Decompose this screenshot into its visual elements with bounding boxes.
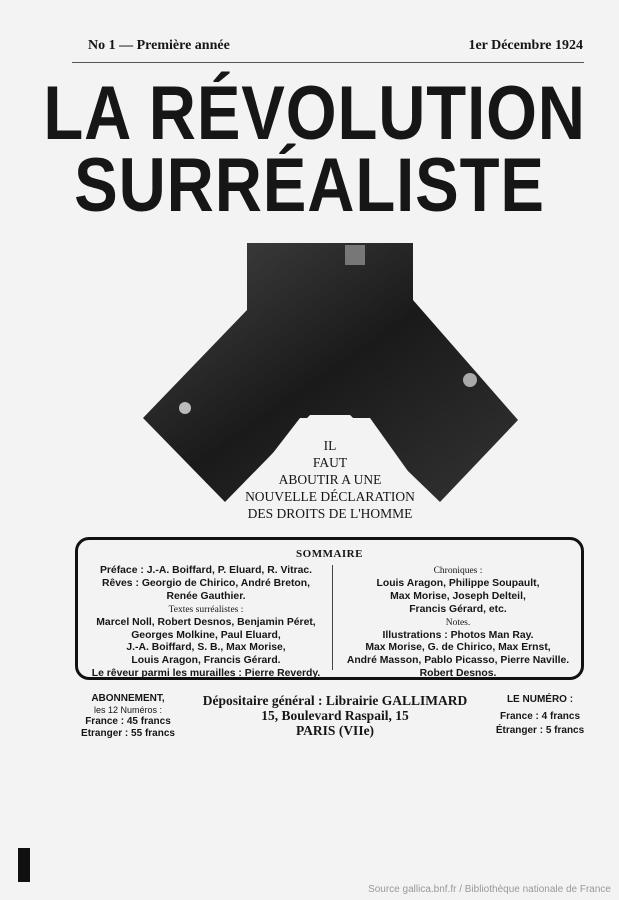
- sommaire-entry: Le rêveur parmi les murailles : Pierre Reverdy.: [91, 668, 321, 680]
- motto-line: FAUT: [312, 455, 348, 470]
- distributor-info: [190, 693, 480, 738]
- motto-line: NOUVELLE DÉCLARATION: [245, 489, 415, 504]
- footer-line: PARIS (VIIe): [295, 723, 375, 738]
- footer-line: les 12 Numéros :: [93, 704, 163, 715]
- footer-line: France : 45 francs: [85, 716, 171, 727]
- motto-line: ABOUTIR A UNE: [278, 472, 382, 487]
- column-divider: [332, 565, 333, 670]
- footer-line: France : 4 francs: [499, 711, 581, 722]
- source-credit: Source gallica.bnf.fr / Bibliothèque nationale de France: [368, 884, 611, 895]
- motto-line: IL: [323, 438, 337, 453]
- sommaire-entry: Louis Aragon, Francis Gérard.: [131, 655, 281, 667]
- sommaire-entry: Max Morise, G. de Chirico, Max Ernst,: [365, 642, 551, 654]
- title-line-2: SURRÉALISTE: [74, 143, 545, 228]
- sommaire-right-column: [336, 565, 580, 681]
- footer-line: Étranger : 5 francs: [495, 725, 585, 736]
- sommaire-entry: Illustrations : Photos Man Ray.: [382, 629, 534, 641]
- footer-line: Dépositaire général : Librairie GALLIMARD: [202, 693, 468, 708]
- sommaire-entry: Chroniques :: [433, 566, 483, 576]
- motto: [230, 437, 430, 522]
- sommaire-entry: Francis Gérard, etc.: [409, 603, 507, 615]
- price-info: [486, 693, 594, 738]
- sommaire-box: [75, 537, 584, 680]
- footer-line: 15, Boulevard Raspail, 15: [261, 708, 409, 723]
- sommaire-entry: Robert Desnos.: [419, 668, 497, 680]
- sommaire-left-column: [82, 565, 330, 681]
- header-rule: [72, 62, 584, 63]
- issue-date: 1er Décembre 1924: [468, 38, 583, 53]
- footer-line: ABONNEMENT,: [91, 693, 165, 704]
- sommaire-entry: Notes.: [445, 617, 471, 628]
- sommaire-entry: Max Morise, Joseph Delteil,: [390, 590, 526, 602]
- sommaire-entry: Préface : J.-A. Boiffard, P. Eluard, R. Vitrac.: [99, 565, 313, 576]
- sommaire-entry: André Masson, Pablo Picasso, Pierre Naville.: [346, 655, 570, 667]
- subscription-info: [72, 693, 184, 739]
- sommaire-entry: Renée Gauthier.: [166, 590, 246, 602]
- sommaire-heading: SOMMAIRE: [296, 548, 363, 560]
- sommaire-entry: Textes surréalistes :: [168, 604, 244, 615]
- motto-line: DES DROITS DE L'HOMME: [247, 506, 413, 521]
- footer-line: Etranger : 55 francs: [81, 727, 175, 739]
- sommaire-entry: Rêves : Georgio de Chirico, André Breton,: [101, 577, 311, 589]
- sommaire-entry: Louis Aragon, Philippe Soupault,: [376, 577, 540, 589]
- sommaire-entry: J.-A. Boiffard, S. B., Max Morise,: [126, 642, 286, 654]
- sommaire-entry: Georges Molkine, Paul Eluard,: [131, 629, 281, 641]
- title-line-1: LA RÉVOLUTION: [43, 71, 586, 156]
- scan-mark: [18, 848, 30, 882]
- issue-number: No 1 — Première année: [88, 38, 230, 53]
- footer-line: LE NUMÉRO :: [506, 694, 574, 705]
- sommaire-entry: Marcel Noll, Robert Desnos, Benjamin Péret,: [96, 616, 316, 628]
